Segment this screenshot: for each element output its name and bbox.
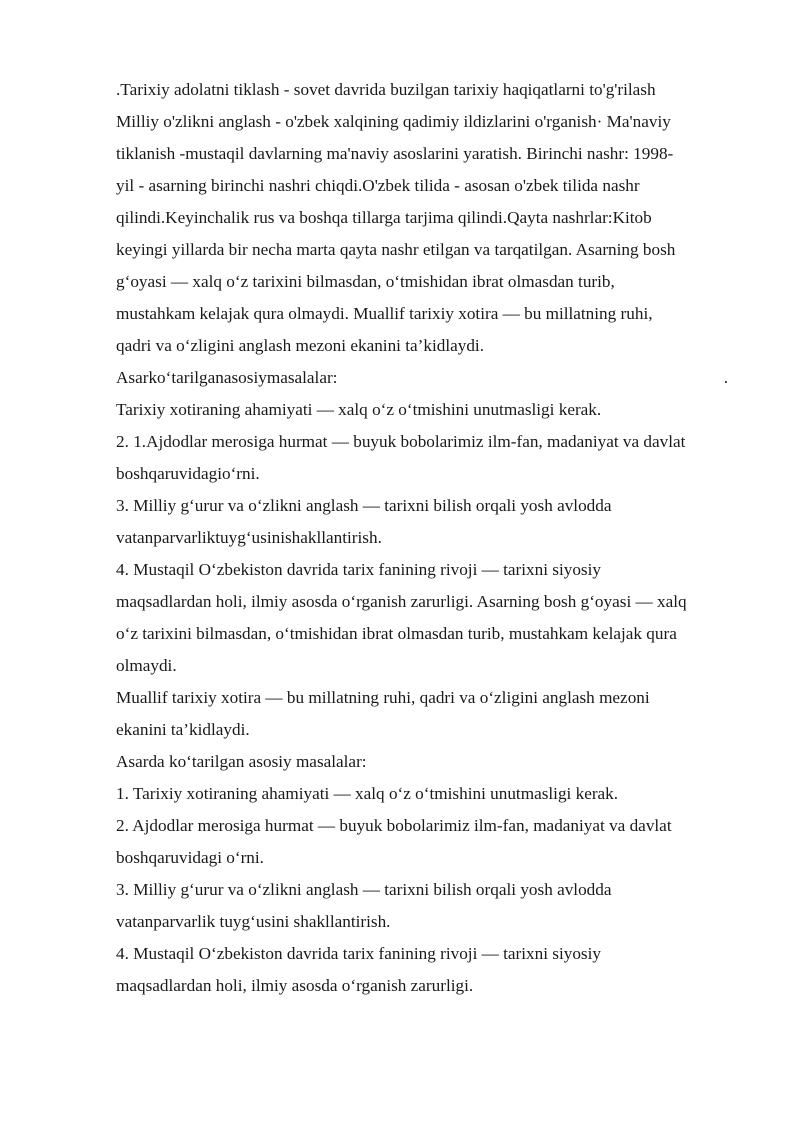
text-line: boshqaruvidagi o‘rni. bbox=[116, 848, 264, 867]
text-line: vatanparvarliktuyg‘usinishakllantirish. bbox=[116, 528, 382, 547]
text-line: Muallif tarixiy xotira — bu millatning ruhi, qadri va o‘zligini anglash mezoni bbox=[116, 688, 650, 707]
text-line: ekanini ta’kidlaydi. bbox=[116, 720, 250, 739]
text-line: qadri va o‘zligini anglash mezoni ekanini ta’kidlaydi. bbox=[116, 336, 484, 355]
text-line: Milliy o'zlikni anglash - o'zbek xalqining qadimiy ildizlarini o'rganish· Ma'naviy bbox=[116, 112, 671, 131]
text-line: 2. 1.Ajdodlar merosiga hurmat — buyuk bobolarimiz ilm-fan, madaniyat va davlat bbox=[116, 432, 686, 451]
text-line: 4. Mustaqil O‘zbekiston davrida tarix fanining rivoji — tarixni siyosiy bbox=[116, 944, 601, 963]
section-heading-line bbox=[116, 362, 746, 394]
text-line: yil - asarning birinchi nashri chiqdi.O'zbek tilida - asosan o'zbek tilida nashr bbox=[116, 176, 640, 195]
text-line: g‘oyasi — xalq o‘z tarixini bilmasdan, o‘tmishidan ibrat olmasdan turib, bbox=[116, 272, 615, 291]
text-line: keyingi yillarda bir necha marta qayta nashr etilgan va tarqatilgan. Asarning bosh bbox=[116, 240, 676, 259]
document-page bbox=[116, 74, 746, 1002]
text-line: boshqaruvidagio‘rni. bbox=[116, 464, 260, 483]
text-line: maqsadlardan holi, ilmiy asosda o‘rganish zarurligi. Asarning bosh g‘oyasi — xalq bbox=[116, 592, 687, 611]
text-line: 3. Milliy g‘urur va o‘zlikni anglash — tarixni bilish orqali yosh avlodda bbox=[116, 496, 612, 515]
text-line: Asarda ko‘tarilgan asosiy masalalar: bbox=[116, 752, 367, 771]
text-line: .Tarixiy adolatni tiklash - sovet davrida buzilgan tarixiy haqiqatlarni to'g'rilash bbox=[116, 80, 656, 99]
text-line: maqsadlardan holi, ilmiy asosda o‘rganish zarurligi. bbox=[116, 976, 474, 995]
text-line: Tarixiy xotiraning ahamiyati — xalq o‘z o‘tmishini unutmasligi kerak. bbox=[116, 400, 602, 419]
section-heading: Asarko‘tarilganasosiymasalalar: bbox=[116, 368, 338, 387]
document-body bbox=[116, 74, 746, 1002]
text-line: 3. Milliy g‘urur va o‘zlikni anglash — tarixni bilish orqali yosh avlodda bbox=[116, 880, 612, 899]
text-line: olmaydi. bbox=[116, 656, 177, 675]
text-line: o‘z tarixini bilmasdan, o‘tmishidan ibrat olmasdan turib, mustahkam kelajak qura bbox=[116, 624, 677, 643]
text-line: tiklanish -mustaqil davlarning ma'naviy asoslarini yaratish. Birinchi nashr: 1998- bbox=[116, 144, 674, 163]
heading-trailing-dot: . bbox=[723, 368, 728, 387]
text-line: vatanparvarlik tuyg‘usini shakllantirish. bbox=[116, 912, 391, 931]
text-line: mustahkam kelajak qura olmaydi. Muallif tarixiy xotira — bu millatning ruhi, bbox=[116, 304, 653, 323]
text-line: 1. Tarixiy xotiraning ahamiyati — xalq o‘z o‘tmishini unutmasligi kerak. bbox=[116, 784, 619, 803]
text-line: qilindi.Keyinchalik rus va boshqa tillarga tarjima qilindi.Qayta nashrlar:Kitob bbox=[116, 208, 652, 227]
text-line: 2. Ajdodlar merosiga hurmat — buyuk bobolarimiz ilm-fan, madaniyat va davlat bbox=[116, 816, 672, 835]
text-line: 4. Mustaqil O‘zbekiston davrida tarix fanining rivoji — tarixni siyosiy bbox=[116, 560, 601, 579]
